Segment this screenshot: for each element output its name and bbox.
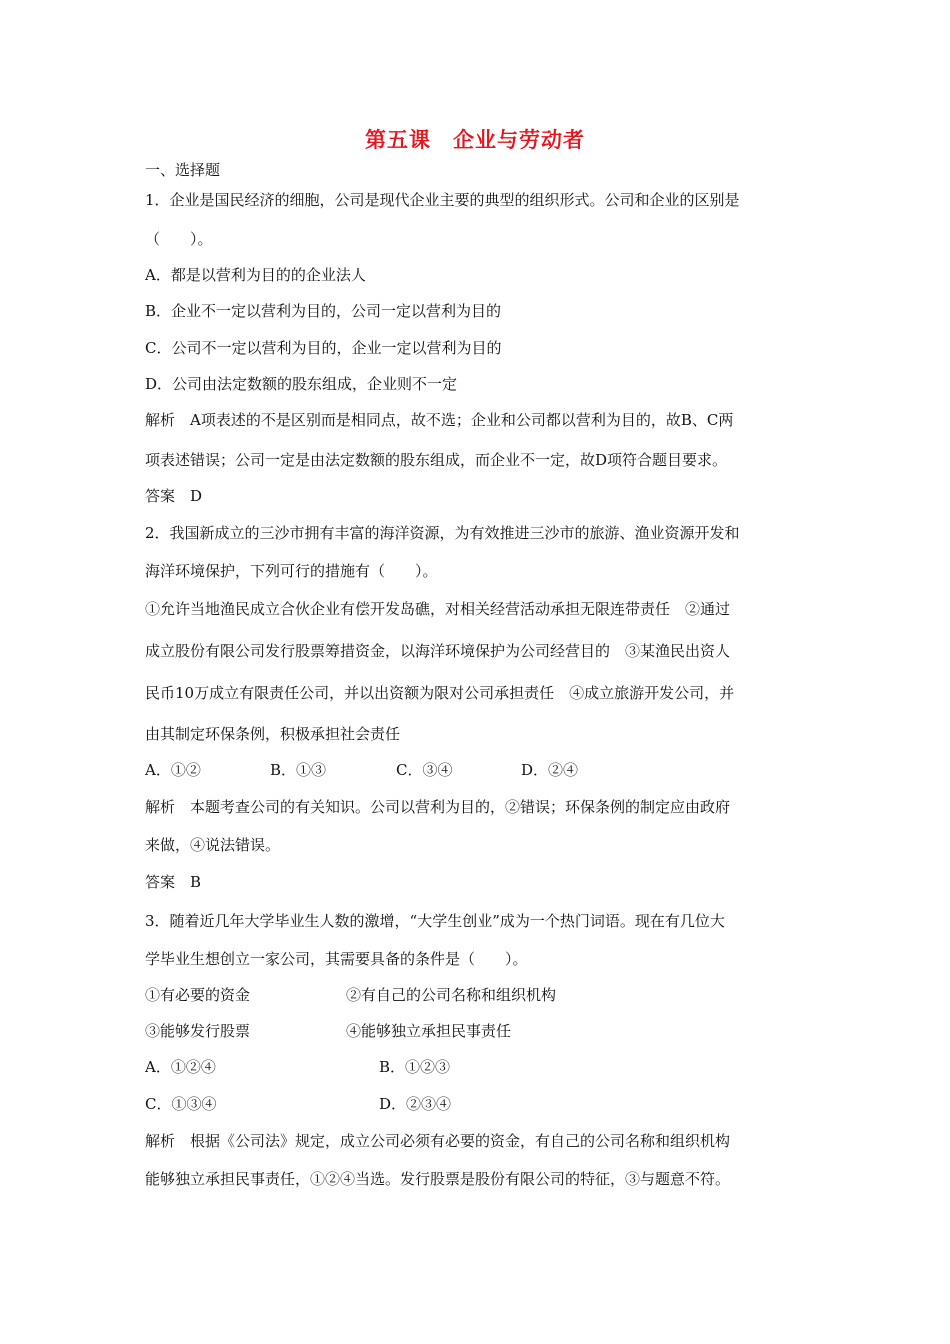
q2-analysis-line2: 来做，④说法错误。 [145, 836, 281, 854]
q2-option-c: C．③④ [396, 761, 453, 779]
q1-stem-line1: 1．企业是国民经济的细胞，公司是现代企业主要的典型的组织形式。公司和企业的区别是 [145, 191, 740, 209]
q3-item-3: ③能够发行股票 [145, 1022, 251, 1040]
q3-option-d: D．②③④ [379, 1095, 452, 1113]
q1-option-c: C．公司不一定以营利为目的，企业一定以营利为目的 [145, 339, 502, 357]
q3-stem-line1: 3．随着近几年大学毕业生人数的激增，“大学生创业”成为一个热门词语。现在有几位大 [145, 912, 725, 930]
q1-analysis-line1: 解析 A项表述的不是区别而是相同点，故不选；企业和公司都以营利为目的，故B、C两 [145, 411, 734, 429]
q2-item-line2: 成立股份有限公司发行股票筹措资金，以海洋环境保护为公司经营目的 ③某渔民出资人 [145, 642, 731, 660]
q1-option-b: B．企业不一定以营利为目的，公司一定以营利为目的 [145, 302, 502, 320]
q3-option-c: C．①③④ [145, 1095, 217, 1113]
q2-item-line3: 民币10万成立有限责任公司，并以出资额为限对公司承担责任 ④成立旅游开发公司，并 [145, 684, 735, 702]
q2-answer: 答案 B [145, 873, 202, 891]
page-title: 第五课 企业与劳动者 [365, 127, 585, 152]
q3-item-4: ④能够独立承担民事责任 [346, 1022, 512, 1040]
q1-analysis-line2: 项表述错误；公司一定是由法定数额的股东组成，而企业不一定，故D项符合题目要求。 [145, 451, 728, 469]
q3-option-b: B．①②③ [379, 1058, 451, 1076]
q1-answer: 答案 D [145, 487, 203, 505]
q3-item-2: ②有自己的公司名称和组织机构 [346, 986, 557, 1004]
q3-analysis-line2: 能够独立承担民事责任，①②④当选。发行股票是股份有限公司的特征，③与题意不符。 [145, 1170, 731, 1188]
q3-item-1: ①有必要的资金 [145, 986, 251, 1004]
q2-stem-line2: 海洋环境保护，下列可行的措施有（ ）。 [145, 562, 438, 580]
q1-option-a: A．都是以营利为目的的企业法人 [145, 266, 366, 284]
q2-option-b: B．①③ [270, 761, 327, 779]
q2-item-line4: 由其制定环保条例，积极承担社会责任 [145, 725, 401, 743]
section-heading: 一、选择题 [145, 161, 221, 179]
q1-stem-line2: （ ）。 [145, 230, 213, 248]
q2-analysis-line1: 解析 本题考查公司的有关知识。公司以营利为目的，②错误；环保条例的制定应由政府 [145, 798, 731, 816]
q3-option-a: A．①②④ [145, 1058, 216, 1076]
q1-option-d: D．公司由法定数额的股东组成，企业则不一定 [145, 375, 458, 393]
q2-option-a: A．①② [145, 761, 201, 779]
q3-stem-line2: 学毕业生想创立一家公司，其需要具备的条件是（ ）。 [145, 950, 528, 968]
q3-analysis-line1: 解析 根据《公司法》规定，成立公司必须有必要的资金，有自己的公司名称和组织机构 [145, 1132, 731, 1150]
q2-option-d: D．②④ [521, 761, 579, 779]
q2-item-line1: ①允许当地渔民成立合伙企业有偿开发岛礁，对相关经营活动承担无限连带责任 ②通过 [145, 600, 731, 618]
q2-stem-line1: 2．我国新成立的三沙市拥有丰富的海洋资源，为有效推进三沙市的旅游、渔业资源开发和 [145, 524, 740, 542]
